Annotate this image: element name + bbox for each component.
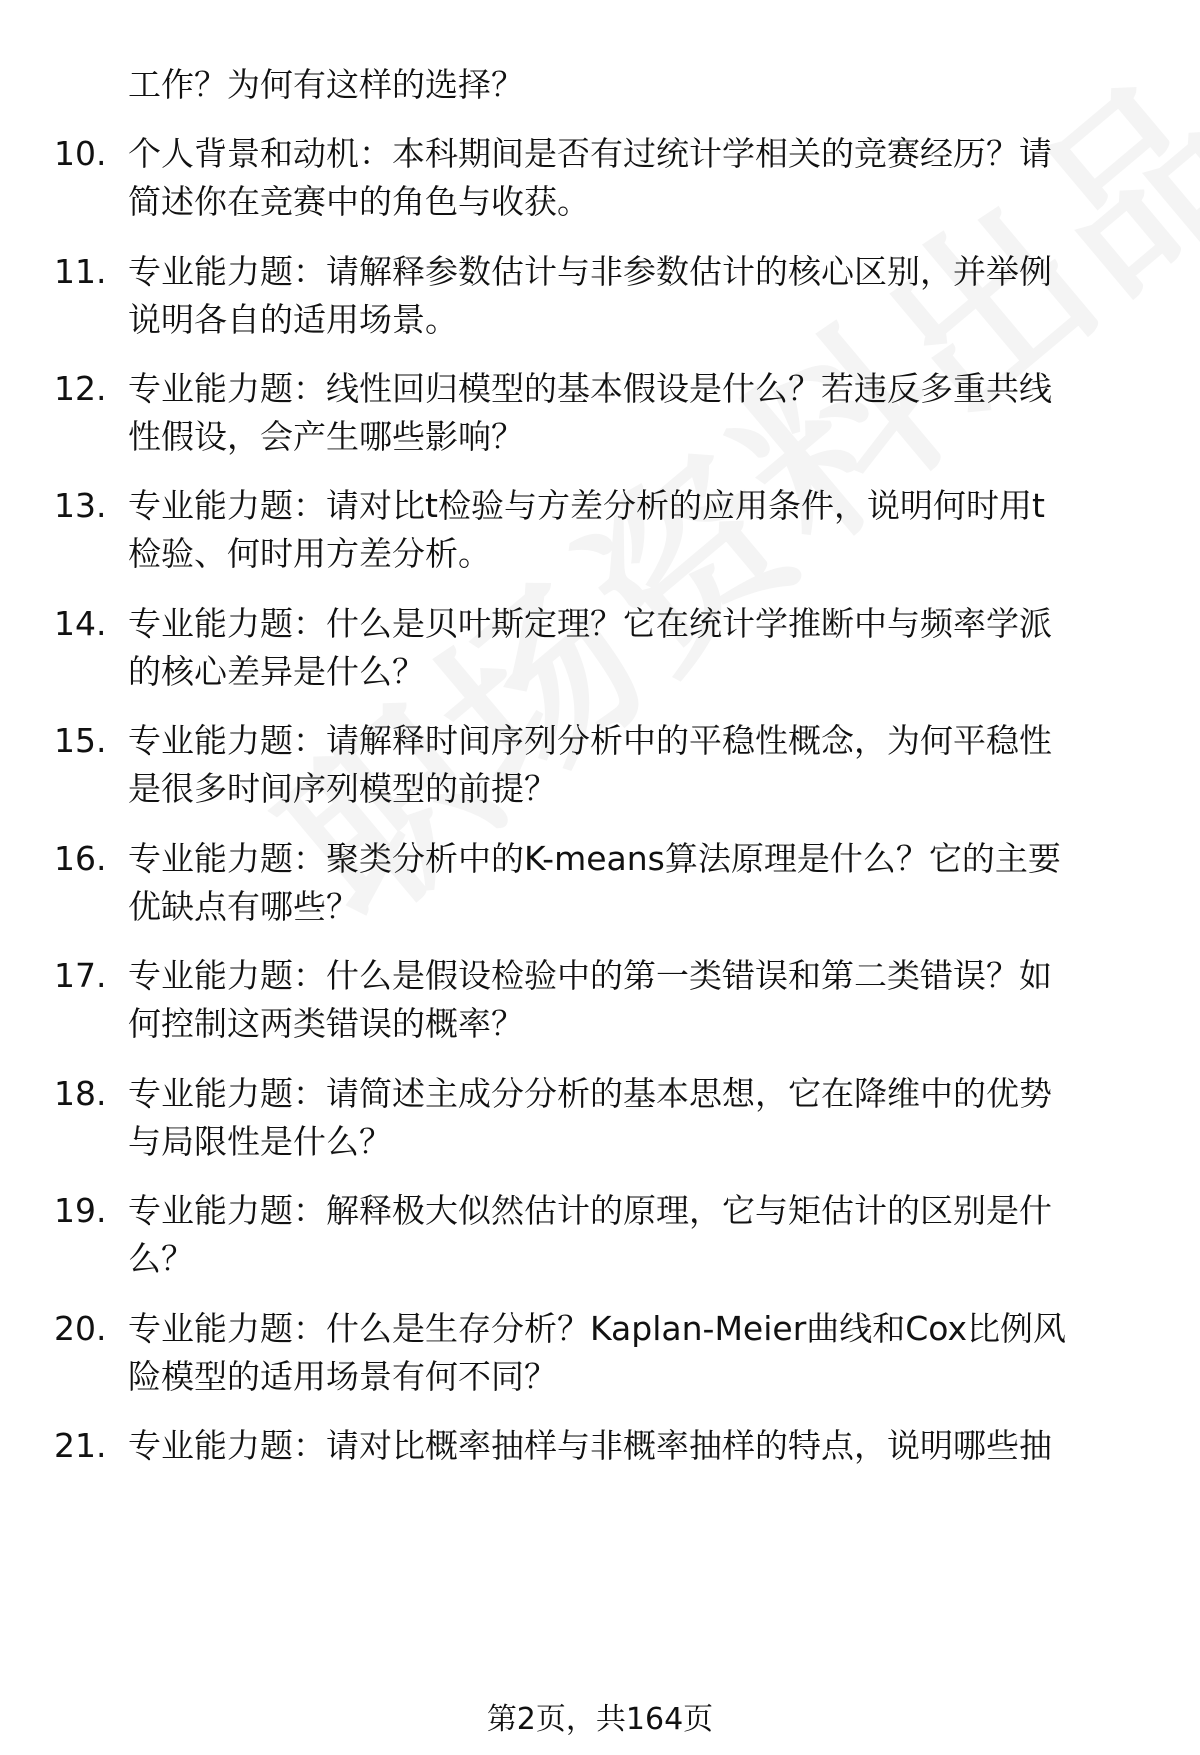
question-text <box>128 717 1148 813</box>
question-number: 19. <box>54 1191 107 1230</box>
question-number: 13. <box>54 486 107 525</box>
question-text <box>128 1070 1148 1166</box>
question-line: 险模型的适用场景有何不同？ <box>128 1357 557 1396</box>
question-text <box>128 248 1148 344</box>
question-line: 是很多时间序列模型的前提？ <box>128 769 557 808</box>
question-number: 12. <box>54 369 107 408</box>
question-number: 11. <box>54 252 107 291</box>
question-number: 17. <box>54 956 107 995</box>
question-line: 专业能力题：解释极大似然估计的原理，它与矩估计的区别是什 <box>128 1191 1052 1230</box>
question-text <box>128 1305 1148 1401</box>
question-line: 专业能力题：什么是生存分析？Kaplan-Meier曲线和Cox比例风 <box>128 1309 1067 1348</box>
question-text <box>128 835 1148 931</box>
question-line: 专业能力题：什么是贝叶斯定理？它在统计学推断中与频率学派 <box>128 604 1052 643</box>
question-number: 10. <box>54 134 107 173</box>
question-line: 的核心差异是什么？ <box>128 652 425 691</box>
question-number: 14. <box>54 604 107 643</box>
question-line: 检验、何时用方差分析。 <box>128 534 491 573</box>
question-line: 个人背景和动机：本科期间是否有过统计学相关的竞赛经历？请 <box>128 134 1052 173</box>
question-line: 专业能力题：请解释时间序列分析中的平稳性概念，为何平稳性 <box>128 721 1052 760</box>
question-line: 专业能力题：请解释参数估计与非参数估计的核心区别，并举例 <box>128 252 1052 291</box>
continuation-text: 工作？为何有这样的选择？ <box>128 65 524 104</box>
question-line: 专业能力题：聚类分析中的K-means算法原理是什么？它的主要 <box>128 839 1061 878</box>
question-number: 20. <box>54 1309 107 1348</box>
question-text <box>128 130 1148 226</box>
question-line: 简述你在竞赛中的角色与收获。 <box>128 182 590 221</box>
question-text <box>128 1422 1148 1470</box>
question-line: 说明各自的适用场景。 <box>128 300 458 339</box>
question-line: 何控制这两类错误的概率？ <box>128 1004 524 1043</box>
question-text <box>128 482 1148 578</box>
question-text <box>128 600 1148 696</box>
page-footer: 第2页，共164页 <box>486 1702 714 1737</box>
question-text <box>128 952 1148 1048</box>
question-text <box>128 365 1148 461</box>
question-line: 么？ <box>128 1239 194 1278</box>
question-line: 专业能力题：请对比t检验与方差分析的应用条件，说明何时用t <box>128 486 1045 525</box>
question-line: 专业能力题：什么是假设检验中的第一类错误和第二类错误？如 <box>128 956 1052 995</box>
question-number: 18. <box>54 1074 107 1113</box>
question-line: 专业能力题：请对比概率抽样与非概率抽样的特点，说明哪些抽 <box>128 1426 1052 1465</box>
question-number: 15. <box>54 721 107 760</box>
question-line: 优缺点有哪些？ <box>128 887 359 926</box>
question-text <box>128 1187 1148 1283</box>
question-number: 21. <box>54 1426 107 1465</box>
question-line: 专业能力题：线性回归模型的基本假设是什么？若违反多重共线 <box>128 369 1052 408</box>
question-line: 专业能力题：请简述主成分分析的基本思想，它在降维中的优势 <box>128 1074 1052 1113</box>
question-line: 与局限性是什么？ <box>128 1122 392 1161</box>
question-number: 16. <box>54 839 107 878</box>
question-line: 性假设，会产生哪些影响？ <box>128 417 524 456</box>
